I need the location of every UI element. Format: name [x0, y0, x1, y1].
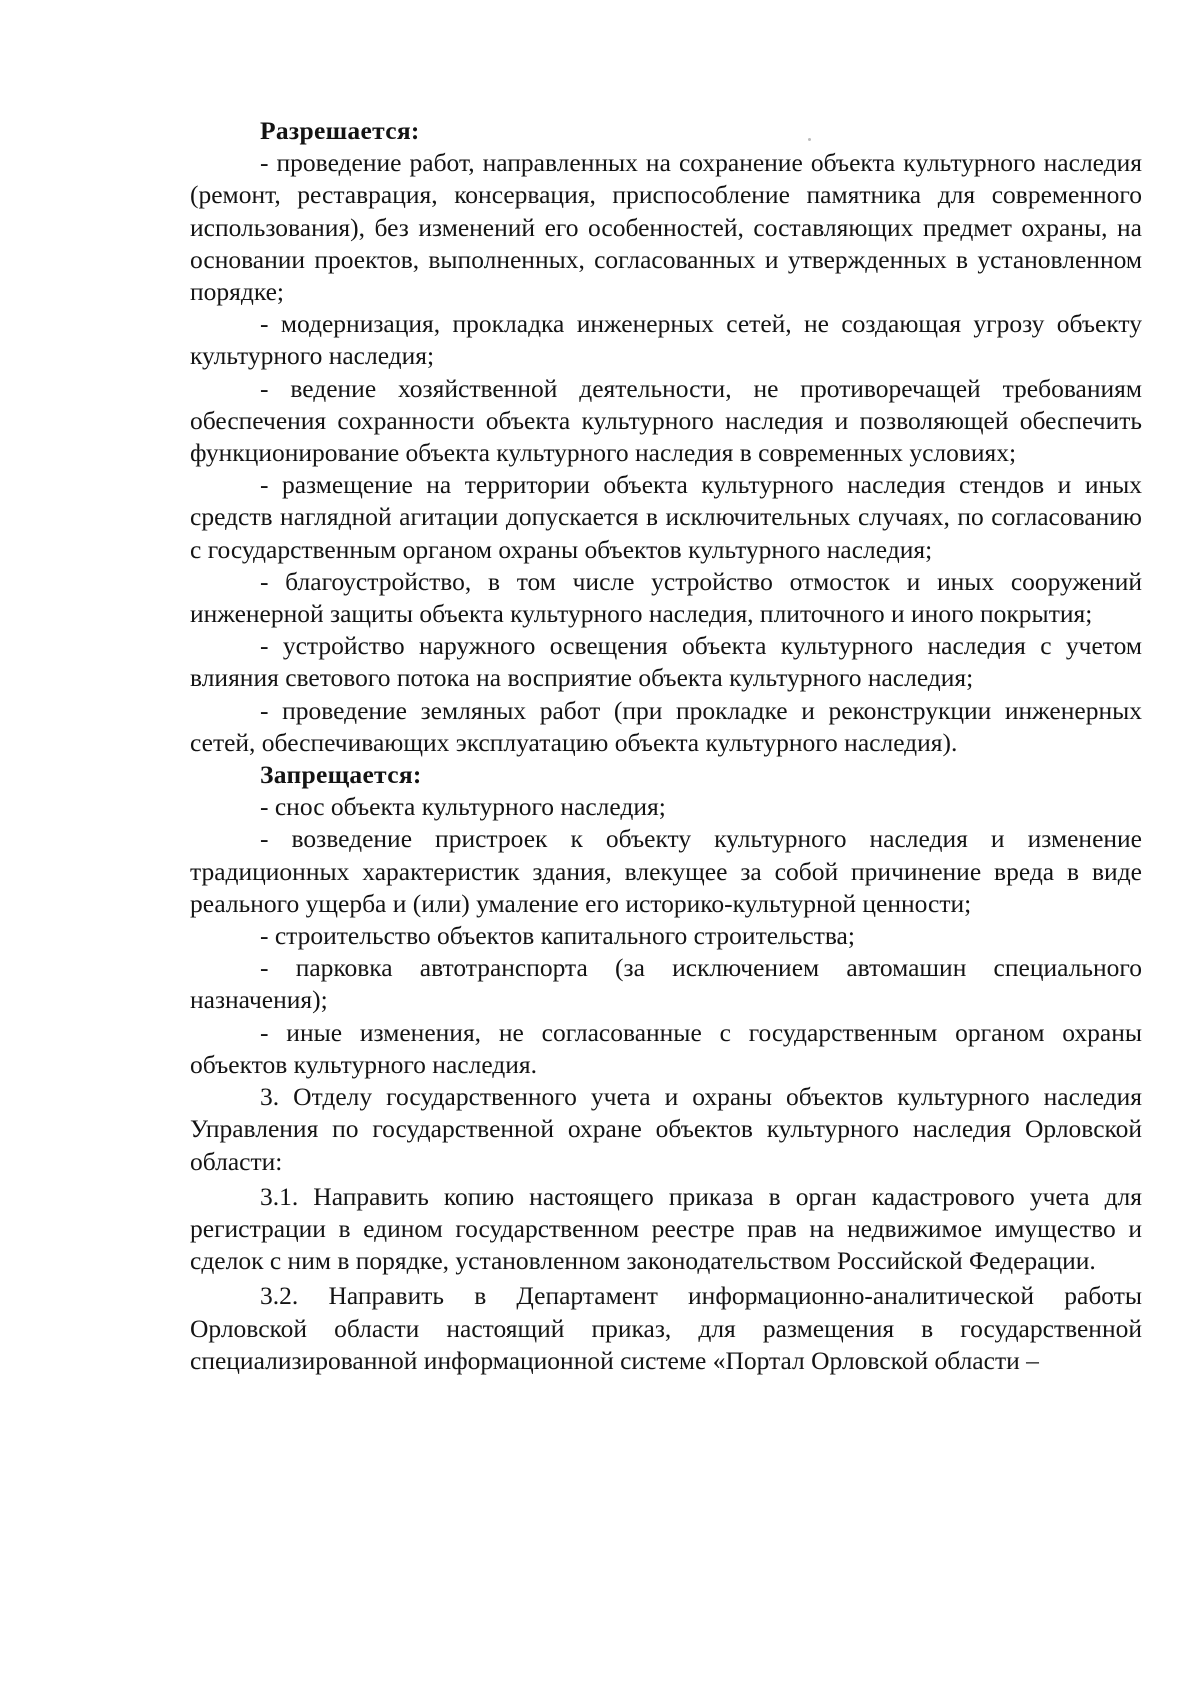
allowed-item: - проведение работ, направленных на сохранение объекта культурного наследия (ремонт, реставрация, консервация, приспособление памятника для современного использования), без изменений его особенностей, составляющих предмет охраны, на основании проектов, выполненных, согласованных и утвержденных в установленном порядке; — [190, 148, 1142, 307]
forbidden-item: - возведение пристроек к объекту культурного наследия и изменение традиционных характеристик здания, влекущее за собой причинение вреда в виде реального ущерба и (или) умаление его историко-культурной ценности; — [190, 824, 1142, 918]
allowed-item: - проведение земляных работ (при прокладке и реконструкции инженерных сетей, обеспечивающих эксплуатацию объекта культурного наследия). — [190, 695, 1142, 757]
allowed-heading: Разрешается: — [260, 116, 420, 145]
clause-3-2: 3.2. Направить в Департамент информационно-аналитической работы Орловской области настоящий приказ, для размещения в государственной специализированной информационной системе «Портал Орловской области – — [190, 1281, 1142, 1375]
forbidden-heading: Запрещается: — [260, 760, 422, 790]
forbidden-item: - строительство объектов капитального строительства; — [260, 921, 855, 951]
allowed-item: - устройство наружного освещения объекта культурного наследия с учетом влияния светового потока на восприятие объекта культурного наследия; — [190, 631, 1142, 693]
clause-3: 3. Отделу государственного учета и охраны объектов культурного наследия Управления по государственной охране объектов культурного наследия Орловской области: — [190, 1082, 1142, 1176]
forbidden-item: - парковка автотранспорта (за исключением автомашин специального назначения); — [190, 953, 1142, 1015]
document-body — [190, 115, 1142, 1377]
forbidden-item: - иные изменения, не согласованные с государственным органом охраны объектов культурного наследия. — [190, 1017, 1142, 1079]
allowed-item: - ведение хозяйственной деятельности, не противоречащей требованиям обеспечения сохранности объекта культурного наследия и позволяющей обеспечить функционирование объекта культурного наследия в современных условиях; — [190, 373, 1142, 468]
forbidden-item: - снос объекта культурного наследия; — [260, 792, 666, 822]
clause-3-1: 3.1. Направить копию настоящего приказа в орган кадастрового учета для регистрации в едином государственном реестре прав на недвижимое имущество и сделок с ним в порядке, установленном законодательством Российской Федерации. — [190, 1181, 1142, 1276]
allowed-item: - благоустройство, в том числе устройство отмосток и иных сооружений инженерной защиты объекта культурного наследия, плиточного и иного покрытия; — [190, 566, 1142, 629]
allowed-item: - модернизация, прокладка инженерных сетей, не создающая угрозу объекту культурного наследия; — [190, 309, 1142, 371]
allowed-item: - размещение на территории объекта культурного наследия стендов и иных средств наглядной агитации допускается в исключительных случаях, по согласованию с государственным органом охраны объектов культурного наследия; — [190, 470, 1142, 564]
